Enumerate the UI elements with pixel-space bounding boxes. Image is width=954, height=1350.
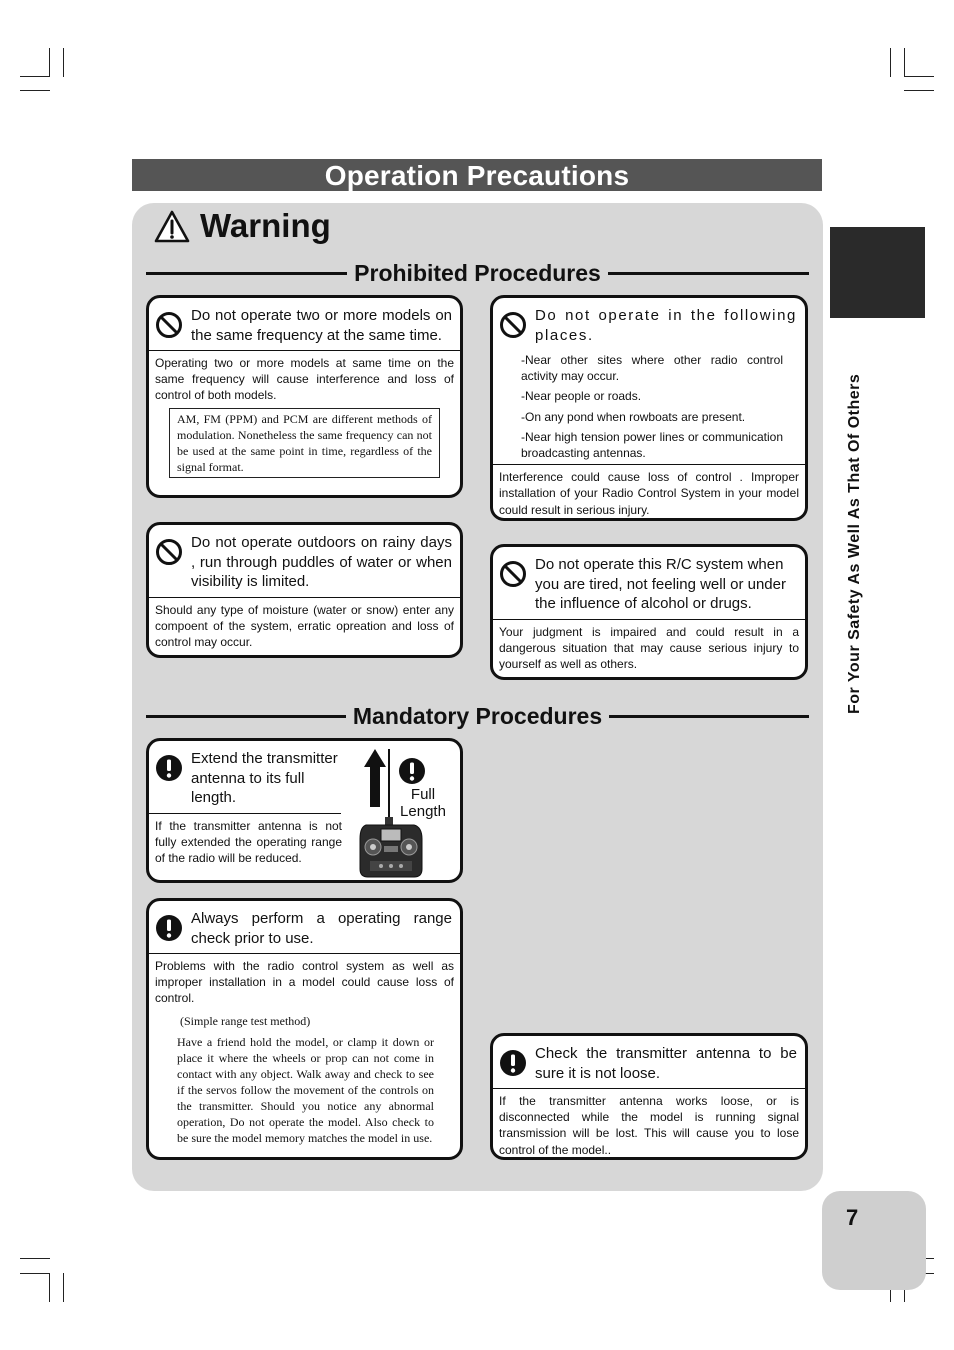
page-number-tab bbox=[822, 1191, 926, 1290]
box-head bbox=[493, 547, 805, 619]
crop-mark bbox=[63, 1273, 64, 1302]
exclamation-icon bbox=[155, 754, 183, 782]
crop-mark bbox=[20, 76, 50, 77]
figure-label: Full bbox=[410, 786, 436, 803]
crop-mark bbox=[904, 48, 905, 77]
box-head bbox=[493, 298, 805, 350]
box-body: If the transmitter antenna works loose, or is disconnected while the model is running signal transmission will be lost. This will cause you to lose control of the model.. bbox=[499, 1094, 799, 1157]
prohibition-icon bbox=[499, 311, 527, 339]
list-item: -Near people or roads. bbox=[521, 389, 642, 404]
page-number: 7 bbox=[846, 1205, 859, 1230]
box-head-text: Do not operate two or more models on the same frequency at the same time. bbox=[191, 307, 452, 344]
prohibition-icon bbox=[155, 538, 183, 566]
box-head-text: Check the transmitter antenna to be sure it is not loose. bbox=[535, 1045, 797, 1082]
warning-heading bbox=[154, 206, 331, 246]
list-item: -Near other sites where other radio control activity may occur. bbox=[521, 353, 783, 384]
list-item: -On any pond when rowboats are present. bbox=[521, 409, 746, 424]
range-method-text: Have a friend hold the model, or clamp it down or place it where the wheels or prop can not come in contact with any object. Walk away and check to see if the servos follow the movement of the controls on the transmitter. Should you notice any abnormal operation, Do not operate the model. Also check to be sure the model memory matches the model in use. bbox=[177, 1034, 434, 1145]
box-head-text: Do not operate this R/C system when you are tired, not feeling well or under the influence of alcohol or drugs. bbox=[535, 556, 786, 612]
crop-mark bbox=[20, 1273, 50, 1274]
crop-mark bbox=[904, 90, 934, 91]
box-head bbox=[149, 298, 460, 350]
mandatory-heading-text: Mandatory Procedures bbox=[352, 702, 603, 729]
crop-mark bbox=[904, 76, 934, 77]
box-head bbox=[149, 741, 349, 813]
box-body: Should any type of moisture (water or snow) enter any compoent of the system, erratic opreation and loss of control may occur. bbox=[155, 602, 454, 649]
box-head-text: Do not operate in the following places. bbox=[535, 307, 797, 344]
box-head-text: Extend the transmitter antenna to its full length. bbox=[191, 750, 338, 806]
page-title: Operation Precautions bbox=[132, 159, 822, 191]
places-list bbox=[493, 350, 805, 461]
box-body: Your judgment is impaired and could result in a dangerous situation that may cause serious injury to yourself as well as others. bbox=[499, 624, 799, 671]
prohibition-icon bbox=[155, 311, 183, 339]
warning-triangle-icon bbox=[154, 210, 190, 243]
prohibited-box-rainy bbox=[146, 522, 463, 658]
mandatory-heading bbox=[146, 700, 809, 732]
crop-mark bbox=[20, 90, 50, 91]
exclamation-icon bbox=[499, 1049, 527, 1077]
warning-title: Warning bbox=[200, 207, 331, 244]
prohibited-box-same-frequency bbox=[146, 295, 463, 498]
crop-mark bbox=[49, 48, 50, 77]
transmitter-icon bbox=[356, 747, 426, 879]
prohibited-box-places bbox=[490, 295, 808, 521]
list-item: -Near high tension power lines or communication broadcasting antennas. bbox=[521, 429, 783, 461]
box-head-text: Always perform a operating range check prior to use. bbox=[191, 910, 452, 947]
prohibited-heading bbox=[146, 257, 809, 289]
crop-mark bbox=[49, 1273, 50, 1302]
box-body: Operating two or more models at same time on the same frequency will cause interference and loss of control of both models. bbox=[155, 356, 454, 403]
crop-mark bbox=[890, 48, 891, 77]
box-head-text: Do not operate outdoors on rainy days , run through puddles of water or when visibility is limited. bbox=[191, 534, 452, 590]
box-head bbox=[149, 525, 460, 597]
mandatory-box-antenna-loose bbox=[490, 1033, 808, 1160]
prohibited-box-tired bbox=[490, 544, 808, 680]
mandatory-box-extend-antenna bbox=[146, 738, 463, 883]
box-body: Interference could cause loss of control . Improper installation of your Radio Control System in your model could result in serious injury. bbox=[499, 470, 799, 517]
exclamation-icon bbox=[155, 914, 183, 942]
crop-mark bbox=[20, 1258, 50, 1259]
side-tab bbox=[830, 227, 925, 318]
box-body: Problems with the radio control system as well as improper installation in a model could cause loss of control. bbox=[155, 959, 454, 1006]
side-section-label: For Your Safety As Well As That Of Others bbox=[846, 373, 863, 714]
box-body: If the transmitter antenna is not fully extended the operating range of the radio will be reduced. bbox=[155, 818, 342, 865]
box-head bbox=[493, 1036, 805, 1088]
prohibited-heading-text: Prohibited Procedures bbox=[354, 259, 601, 286]
mandatory-box-range-check bbox=[146, 898, 463, 1160]
crop-mark bbox=[63, 48, 64, 77]
figure-label: Length bbox=[400, 803, 446, 820]
box-head bbox=[149, 901, 460, 953]
box-note: AM, FM (PPM) and PCM are different methods of modulation. Nonetheless the same frequency can not be used at the same point in time, regardless of the signal format. bbox=[169, 408, 440, 479]
prohibition-icon bbox=[499, 560, 527, 588]
range-method-title: (Simple range test method) bbox=[180, 1013, 311, 1028]
